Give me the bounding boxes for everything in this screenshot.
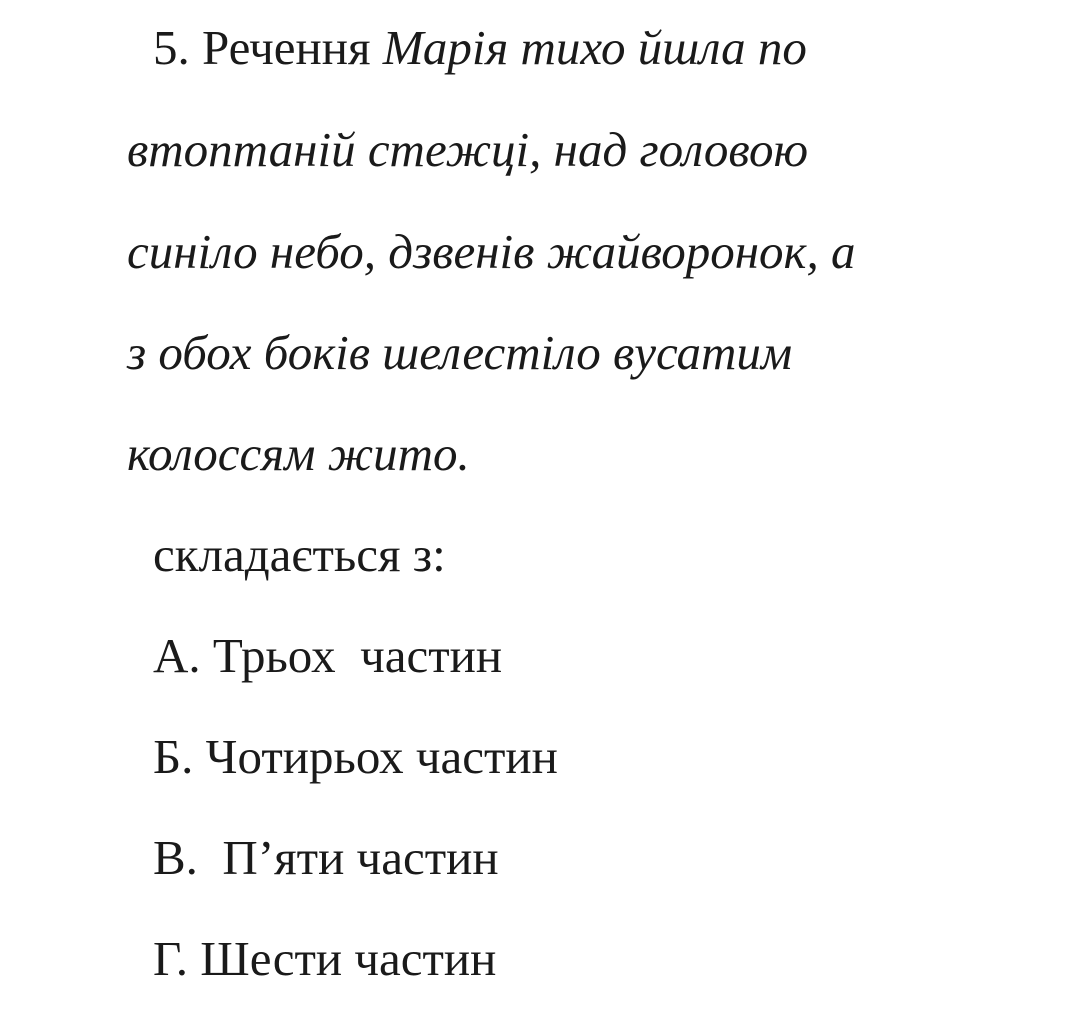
answer-option-a: А. Трьох частин bbox=[153, 628, 503, 683]
question-tail: складається з: bbox=[153, 527, 446, 582]
example-sentence-line-1: Марія тихо йшла по bbox=[382, 20, 807, 75]
example-sentence-line-3: синіло небо, дзвенів жайворонок, а bbox=[127, 224, 856, 279]
answer-option-c: В. П’яти частин bbox=[153, 830, 499, 885]
example-sentence-line-5: колоссям жито. bbox=[127, 426, 470, 481]
question-number-prefix: 5. Речення bbox=[153, 20, 383, 75]
answer-option-d: Г. Шести частин bbox=[153, 931, 497, 986]
answer-option-b: Б. Чотирьох частин bbox=[153, 729, 558, 784]
example-sentence-line-2: втоптаній стежці, над головою bbox=[127, 122, 809, 177]
question-first-line bbox=[153, 18, 807, 78]
example-sentence-line-4: з обох боків шелестіло вусатим bbox=[127, 325, 793, 380]
